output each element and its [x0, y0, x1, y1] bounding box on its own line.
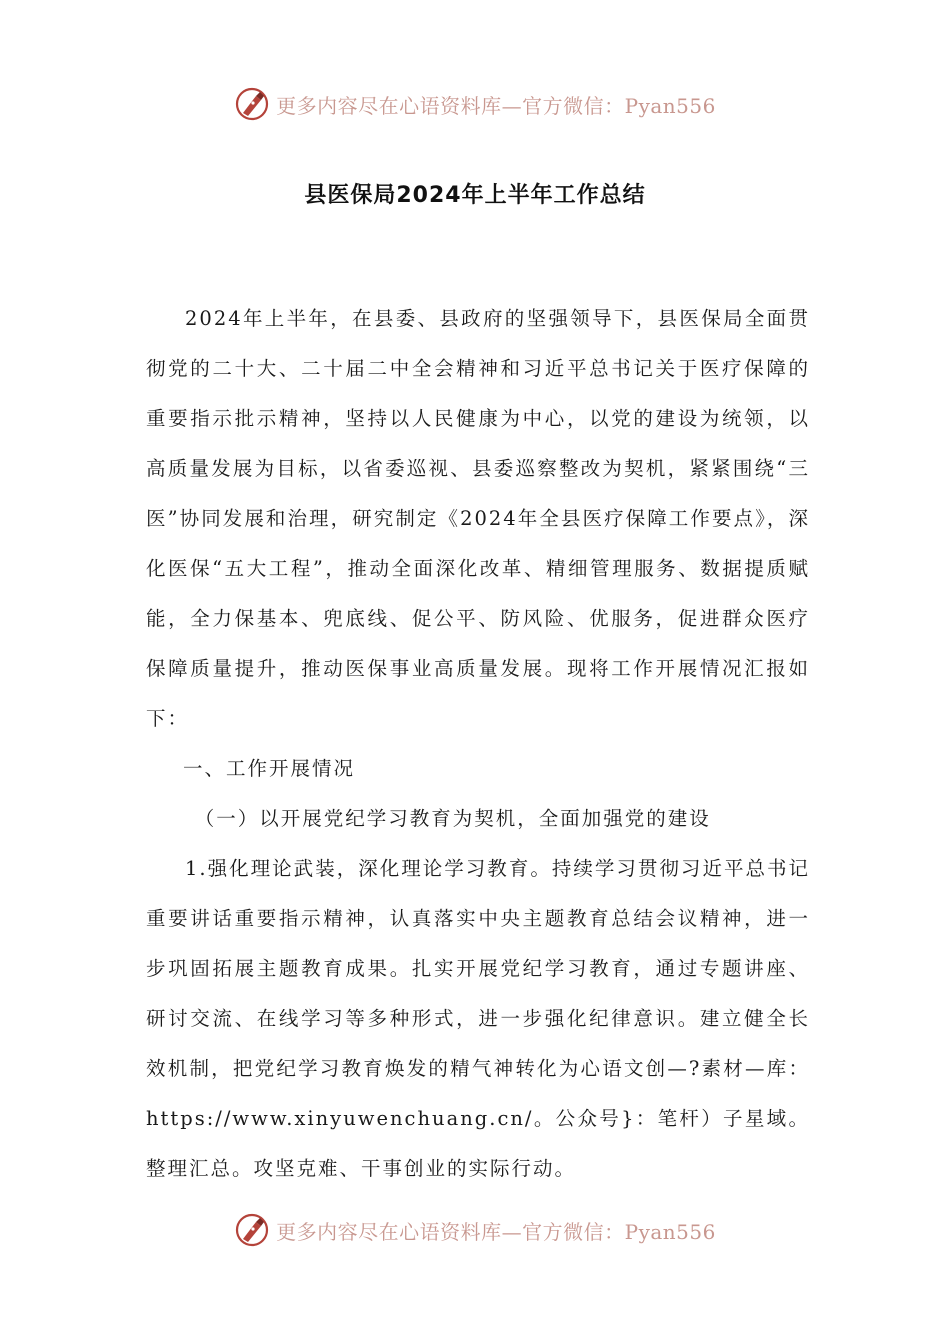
section-heading: 一、工作开展情况: [183, 757, 356, 780]
banner-text: 更多内容尽在心语资料库—官方微信：Pyan556: [276, 1219, 716, 1244]
document-body: [146, 294, 810, 1194]
pen-nib-logo-icon: [234, 86, 270, 122]
intro-paragraph: 2024年上半年，在县委、县政府的坚强领导下，县医保局全面贯彻党的二十大、二十届二中全会精神和习近平总书记关于医疗保障的重要指示批示精神，坚持以人民健康为中心，以党的建设为统领，以高质量发展为目标，以省委巡视、县委巡察整改为契机，紧紧围绕“三医”协同发展和治理，研究制定《2024年全县医疗保障工作要点》，深化医保“五大工程”，推动全面深化改革、精细管理服务、数据提质赋能，全力保基本、兜底线、促公平、防风险、优服务，促进群众医疗保障质量提升，推动医保事业高质量发展。现将工作开展情况汇报如下：: [146, 307, 810, 730]
header-watermark-banner: [0, 82, 950, 126]
document-title: 县医保局2024年上半年工作总结: [304, 183, 646, 208]
banner-text: 更多内容尽在心语资料库—官方微信：Pyan556: [276, 93, 716, 118]
item-paragraph: 1.强化理论武装，深化理论学习教育。持续学习贯彻习近平总书记重要讲话重要指示精神，认真落实中央主题教育总结会议精神，进一步巩固拓展主题教育成果。扎实开展党纪学习教育，通过专题讲座、研讨交流、在线学习等多种形式，进一步强化纪律意识。建立健全长效机制，把党纪学习教育焕发的精气神转化为心语文创—?素材—库：https://www.xinyuwenchuang.cn/。公众号}：笔杆）子星域。整理汇总。攻坚克难、干事创业的实际行动。: [146, 857, 810, 1180]
pen-nib-logo-icon: [234, 1212, 270, 1248]
subsection-heading: （一）以开展党纪学习教育为契机，全面加强党的建设: [194, 807, 711, 830]
footer-watermark-banner: [0, 1208, 950, 1252]
